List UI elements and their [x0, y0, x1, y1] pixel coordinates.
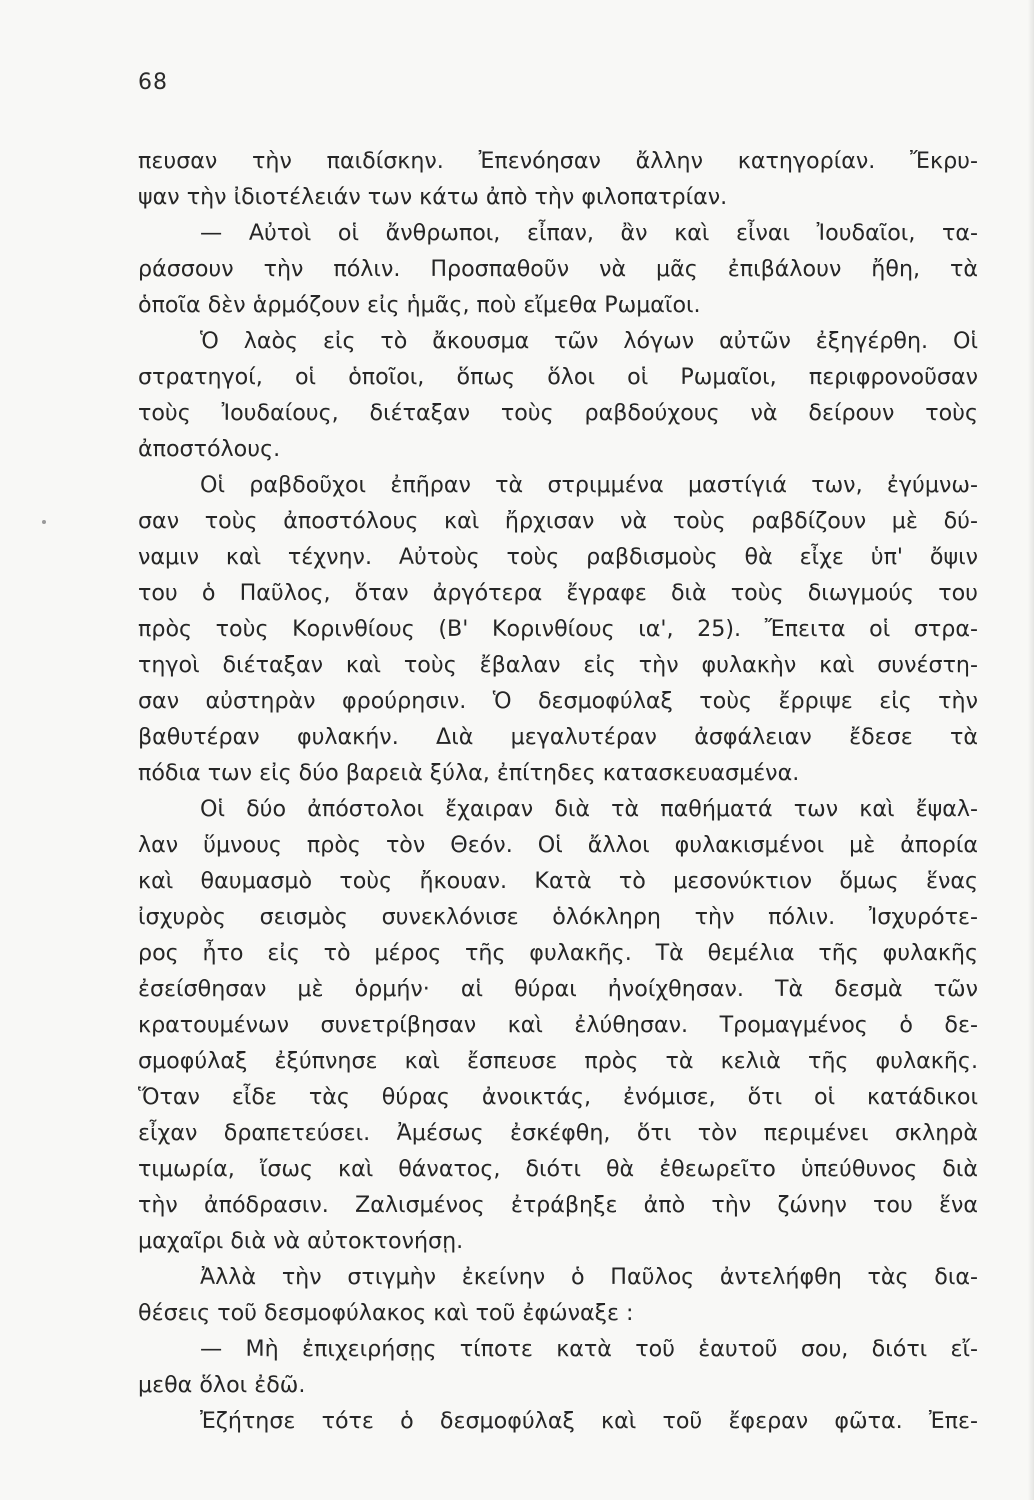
text-line	[138, 1187, 978, 1223]
text-line-content: λαν ὕμνους πρὸς τὸν Θεόν. Οἱ ἄλλοι φυλακισμένοι μὲ ἀπορία	[138, 832, 978, 858]
text-line	[138, 1079, 978, 1115]
text-line-content: Ἐζήτησε τότε ὁ δεσμοφύλαξ καὶ τοῦ ἔφεραν φῶτα. Ἐπε-	[200, 1408, 978, 1434]
text-line-content: σμοφύλαξ ἐξύπνησε καὶ ἔσπευσε πρὸς τὰ κελιὰ τῆς φυλακῆς.	[138, 1048, 978, 1074]
text-line	[138, 1115, 978, 1151]
text-line	[138, 611, 978, 647]
text-line	[138, 431, 978, 467]
text-line	[138, 143, 978, 179]
text-line	[138, 683, 978, 719]
text-line-content: Ὅταν εἶδε τὰς θύρας ἀνοικτάς, ἐνόμισε, ὅτι οἱ κατάδικοι	[138, 1084, 978, 1110]
text-line-content: Οἱ δύο ἀπόστολοι ἔχαιραν διὰ τὰ παθήματά των καὶ ἔψαλ-	[200, 796, 978, 822]
text-line	[138, 647, 978, 683]
text-line-content: πευσαν τὴν παιδίσκην. Ἐπενόησαν ἄλλην κατηγορίαν. Ἔκρυ-	[138, 148, 978, 174]
text-line	[138, 1223, 978, 1259]
text-line	[138, 251, 978, 287]
text-line-content: βαθυτέραν φυλακήν. Διὰ μεγαλυτέραν ἀσφάλειαν ἔδεσε τὰ	[138, 724, 978, 750]
text-line	[138, 899, 978, 935]
text-line-content: κρατουμένων συνετρίβησαν καὶ ἐλύθησαν. Τρομαγμένος ὁ δε-	[138, 1012, 978, 1038]
text-line	[138, 179, 978, 215]
text-line	[138, 827, 978, 863]
text-line-content: ὁποῖα δὲν ἁρμόζουν εἰς ἡμᾶς, ποὺ εἴμεθα Ρωμαῖοι.	[138, 292, 701, 318]
text-line	[138, 791, 978, 827]
text-line-content: Ἀλλὰ τὴν στιγμὴν ἐκείνην ὁ Παῦλος ἀντελήφθη τὰς δια-	[200, 1264, 978, 1290]
text-line-content: μεθα ὅλοι ἐδῶ.	[138, 1372, 306, 1398]
text-line-content: ράσσουν τὴν πόλιν. Προσπαθοῦν νὰ μᾶς ἐπιβάλουν ἤθη, τὰ	[138, 256, 978, 282]
text-line	[138, 1403, 978, 1439]
text-line-content: σαν αὐστηρὰν φρούρησιν. Ὁ δεσμοφύλαξ τοὺς ἔρριψε εἰς τὴν	[138, 688, 978, 714]
text-line-content: ψαν τὴν ἰδιοτέλειάν των κάτω ἀπὸ τὴν φιλοπατρίαν.	[138, 184, 728, 210]
text-line-content: σαν τοὺς ἀποστόλους καὶ ἤρχισαν νὰ τοὺς ραβδίζουν μὲ δύ-	[138, 508, 978, 534]
text-line	[138, 395, 978, 431]
text-line	[138, 971, 978, 1007]
text-line-content: — Αὐτοὶ οἱ ἄνθρωποι, εἶπαν, ἂν καὶ εἶναι Ἰουδαῖοι, τα-	[200, 220, 978, 246]
text-line	[138, 287, 978, 323]
text-line-content: πόδια των εἰς δύο βαρειὰ ξύλα, ἐπίτηδες κατασκευασμένα.	[138, 760, 800, 786]
text-line	[138, 863, 978, 899]
text-line-content: — Μὴ ἐπιχειρήσῃς τίποτε κατὰ τοῦ ἑαυτοῦ σου, διότι εἴ-	[200, 1336, 978, 1362]
scan-speck	[42, 520, 46, 524]
text-line	[138, 935, 978, 971]
text-line	[138, 1295, 978, 1331]
text-line	[138, 359, 978, 395]
text-line	[138, 323, 978, 359]
text-line-content: καὶ θαυμασμὸ τοὺς ἤκουαν. Κατὰ τὸ μεσονύκτιον ὅμως ἕνας	[138, 868, 978, 894]
text-line-content: στρατηγοί, οἱ ὁποῖοι, ὅπως ὅλοι οἱ Ρωμαῖοι, περιφρονοῦσαν	[138, 364, 978, 390]
text-line-content: Ὁ λαὸς εἰς τὸ ἄκουσμα τῶν λόγων αὐτῶν ἐξηγέρθη. Οἱ	[200, 328, 978, 354]
page-number: 68	[138, 70, 168, 95]
text-line-content: ἰσχυρὸς σεισμὸς συνεκλόνισε ὁλόκληρη τὴν πόλιν. Ἰσχυρότε-	[138, 904, 978, 930]
text-line-content: Οἱ ραβδοῦχοι ἐπῆραν τὰ στριμμένα μαστίγιά των, ἐγύμνω-	[200, 472, 978, 498]
text-line-content: τὴν ἀπόδρασιν. Ζαλισμένος ἐτράβηξε ἀπὸ τὴν ζώνην του ἕνα	[138, 1192, 978, 1218]
text-line	[138, 1007, 978, 1043]
text-line-content: τιμωρία, ἴσως καὶ θάνατος, διότι θὰ ἐθεωρεῖτο ὑπεύθυνος διὰ	[138, 1156, 978, 1182]
text-line-content: ἐσείσθησαν μὲ ὁρμήν· αἱ θύραι ἠνοίχθησαν. Τὰ δεσμὰ τῶν	[138, 976, 978, 1002]
text-line-content: μαχαῖρι διὰ νὰ αὐτοκτονήσῃ.	[138, 1228, 464, 1254]
scan-edge-shadow	[1028, 0, 1034, 1500]
text-line-content: εἶχαν δραπετεύσει. Ἀμέσως ἐσκέφθη, ὅτι τὸν περιμένει σκληρὰ	[138, 1120, 978, 1146]
text-line-content: θέσεις τοῦ δεσμοφύλακος καὶ τοῦ ἐφώναξε :	[138, 1300, 634, 1326]
text-line-content: τηγοὶ διέταξαν καὶ τοὺς ἔβαλαν εἰς τὴν φυλακὴν καὶ συνέστη-	[138, 652, 978, 678]
text-line-content: ρος ἦτο εἰς τὸ μέρος τῆς φυλακῆς. Τὰ θεμέλια τῆς φυλακῆς	[138, 940, 978, 966]
body-text	[138, 143, 978, 1439]
text-line-content: τοὺς Ἰουδαίους, διέταξαν τοὺς ραβδούχους νὰ δείρουν τοὺς	[138, 400, 978, 426]
text-line	[138, 755, 978, 791]
text-line	[138, 215, 978, 251]
text-line-content: ναμιν καὶ τέχνην. Αὐτοὺς τοὺς ραβδισμοὺς θὰ εἶχε ὑπ' ὄψιν	[138, 544, 978, 570]
text-line-content: ἀποστόλους.	[138, 436, 281, 462]
text-line	[138, 719, 978, 755]
text-line	[138, 1259, 978, 1295]
text-line	[138, 1043, 978, 1079]
text-line	[138, 575, 978, 611]
text-line	[138, 1367, 978, 1403]
text-line	[138, 467, 978, 503]
text-line	[138, 503, 978, 539]
text-line	[138, 1331, 978, 1367]
text-line-content: πρὸς τοὺς Κορινθίους (Β' Κορινθίους ια', 25). Ἔπειτα οἱ στρα-	[138, 616, 978, 642]
text-line-content: του ὁ Παῦλος, ὅταν ἀργότερα ἔγραφε διὰ τοὺς διωγμούς του	[138, 580, 978, 606]
text-line	[138, 1151, 978, 1187]
text-line	[138, 539, 978, 575]
